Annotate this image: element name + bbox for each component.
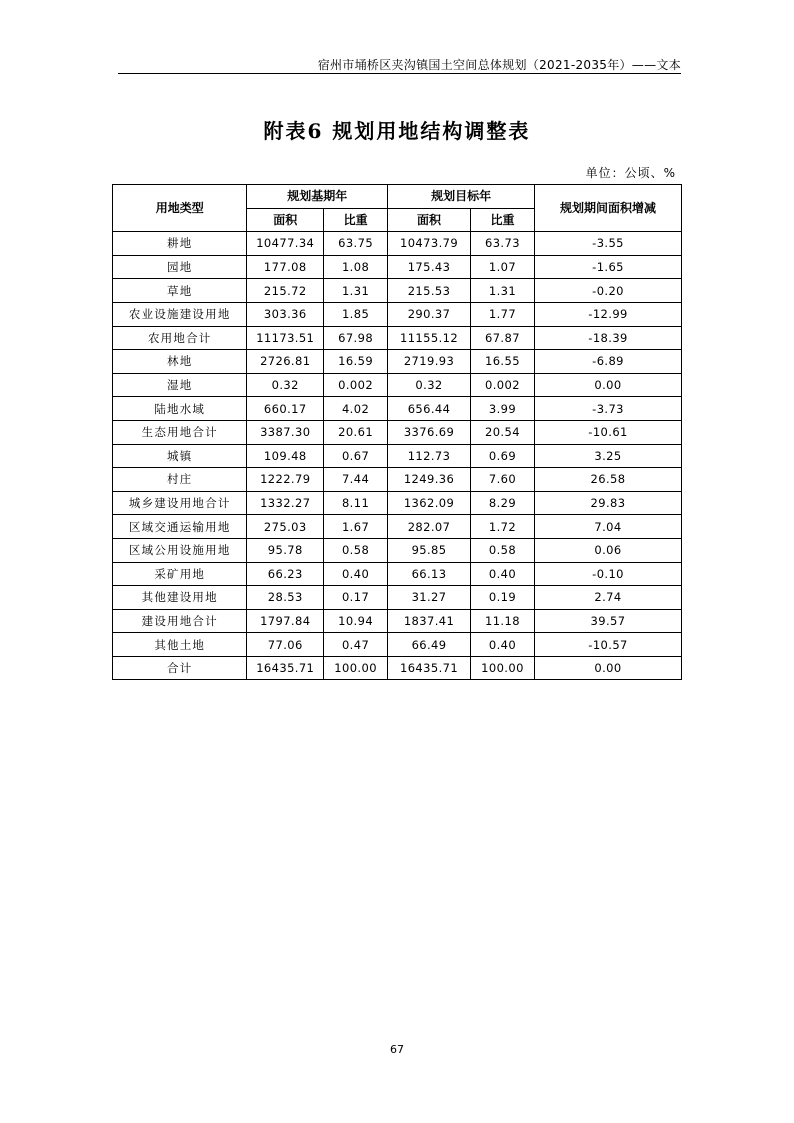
cell-base-area: 95.78 (247, 538, 324, 562)
table-header-row (113, 185, 682, 209)
cell-change: 0.00 (535, 656, 682, 680)
header-rule (118, 73, 681, 74)
cell-change: -3.73 (535, 397, 682, 421)
cell-target-area: 282.07 (388, 515, 471, 539)
cell-target-ratio: 0.40 (470, 633, 534, 657)
table-row (113, 586, 682, 610)
cell-land-type: 采矿用地 (113, 562, 247, 586)
cell-change: 26.58 (535, 468, 682, 492)
table-row (113, 633, 682, 657)
table-row (113, 468, 682, 492)
header-base-area: 面积 (247, 208, 324, 232)
cell-land-type: 区域公用设施用地 (113, 538, 247, 562)
header-land-type: 用地类型 (113, 185, 247, 232)
cell-land-type: 其他建设用地 (113, 586, 247, 610)
cell-base-area: 16435.71 (247, 656, 324, 680)
table-row (113, 326, 682, 350)
cell-base-ratio: 63.75 (324, 232, 388, 256)
cell-change: 2.74 (535, 586, 682, 610)
cell-base-ratio: 67.98 (324, 326, 388, 350)
cell-change: -6.89 (535, 350, 682, 374)
cell-change: 7.04 (535, 515, 682, 539)
table-row (113, 420, 682, 444)
table-row (113, 444, 682, 468)
cell-target-ratio: 20.54 (470, 420, 534, 444)
cell-target-ratio: 3.99 (470, 397, 534, 421)
cell-target-area: 16435.71 (388, 656, 471, 680)
cell-base-area: 2726.81 (247, 350, 324, 374)
cell-target-ratio: 0.69 (470, 444, 534, 468)
cell-base-ratio: 100.00 (324, 656, 388, 680)
cell-land-type: 其他土地 (113, 633, 247, 657)
cell-land-type: 生态用地合计 (113, 420, 247, 444)
cell-base-area: 109.48 (247, 444, 324, 468)
cell-change: 39.57 (535, 609, 682, 633)
cell-change: 0.00 (535, 373, 682, 397)
cell-land-type: 村庄 (113, 468, 247, 492)
cell-target-area: 175.43 (388, 255, 471, 279)
cell-target-ratio: 8.29 (470, 491, 534, 515)
cell-land-type: 城镇 (113, 444, 247, 468)
cell-base-ratio: 1.67 (324, 515, 388, 539)
cell-base-ratio: 0.002 (324, 373, 388, 397)
cell-change: -3.55 (535, 232, 682, 256)
cell-base-area: 28.53 (247, 586, 324, 610)
cell-target-area: 112.73 (388, 444, 471, 468)
table-row (113, 232, 682, 256)
cell-base-ratio: 20.61 (324, 420, 388, 444)
cell-target-ratio: 0.19 (470, 586, 534, 610)
cell-base-ratio: 8.11 (324, 491, 388, 515)
land-use-table (112, 184, 682, 680)
page-title: 附表6 规划用地结构调整表 (263, 119, 531, 143)
running-header: 宿州市埇桥区夹沟镇国土空间总体规划（2021-2035年）——文本 (317, 58, 681, 72)
cell-target-area: 656.44 (388, 397, 471, 421)
cell-land-type: 建设用地合计 (113, 609, 247, 633)
cell-target-ratio: 0.58 (470, 538, 534, 562)
cell-change: -10.61 (535, 420, 682, 444)
table-row (113, 350, 682, 374)
cell-land-type: 草地 (113, 279, 247, 303)
cell-base-area: 1797.84 (247, 609, 324, 633)
cell-land-type: 湿地 (113, 373, 247, 397)
cell-change: 29.83 (535, 491, 682, 515)
cell-base-area: 66.23 (247, 562, 324, 586)
cell-change: -12.99 (535, 302, 682, 326)
cell-target-area: 290.37 (388, 302, 471, 326)
cell-base-area: 177.08 (247, 255, 324, 279)
cell-base-ratio: 1.85 (324, 302, 388, 326)
cell-base-ratio: 7.44 (324, 468, 388, 492)
cell-land-type: 陆地水域 (113, 397, 247, 421)
cell-base-ratio: 0.67 (324, 444, 388, 468)
header-base-year: 规划基期年 (247, 185, 388, 209)
cell-base-area: 77.06 (247, 633, 324, 657)
cell-target-area: 10473.79 (388, 232, 471, 256)
cell-target-area: 1837.41 (388, 609, 471, 633)
table-row (113, 302, 682, 326)
cell-base-area: 303.36 (247, 302, 324, 326)
cell-base-ratio: 0.58 (324, 538, 388, 562)
cell-target-ratio: 0.40 (470, 562, 534, 586)
cell-base-ratio: 1.31 (324, 279, 388, 303)
table-row (113, 255, 682, 279)
cell-target-area: 215.53 (388, 279, 471, 303)
cell-target-ratio: 1.72 (470, 515, 534, 539)
cell-target-ratio: 7.60 (470, 468, 534, 492)
table-row (113, 491, 682, 515)
cell-base-area: 1222.79 (247, 468, 324, 492)
cell-base-area: 275.03 (247, 515, 324, 539)
header-target-area: 面积 (388, 208, 471, 232)
cell-land-type: 区域交通运输用地 (113, 515, 247, 539)
cell-change: -0.10 (535, 562, 682, 586)
header-target-ratio: 比重 (470, 208, 534, 232)
unit-label: 单位：公顷、% (585, 166, 676, 180)
table-row (113, 656, 682, 680)
cell-change: -18.39 (535, 326, 682, 350)
header-target-year: 规划目标年 (388, 185, 535, 209)
cell-target-ratio: 11.18 (470, 609, 534, 633)
cell-target-area: 1362.09 (388, 491, 471, 515)
cell-target-area: 1249.36 (388, 468, 471, 492)
cell-change: 3.25 (535, 444, 682, 468)
cell-land-type: 耕地 (113, 232, 247, 256)
cell-land-type: 城乡建设用地合计 (113, 491, 247, 515)
page-number: 67 (390, 1043, 404, 1056)
cell-base-area: 11173.51 (247, 326, 324, 350)
cell-land-type: 农业设施建设用地 (113, 302, 247, 326)
cell-target-ratio: 67.87 (470, 326, 534, 350)
cell-target-ratio: 63.73 (470, 232, 534, 256)
table-body (113, 232, 682, 680)
table-row (113, 373, 682, 397)
cell-target-area: 0.32 (388, 373, 471, 397)
cell-target-area: 66.13 (388, 562, 471, 586)
cell-target-area: 95.85 (388, 538, 471, 562)
cell-target-area: 11155.12 (388, 326, 471, 350)
table-row (113, 279, 682, 303)
table-row (113, 538, 682, 562)
cell-base-ratio: 0.17 (324, 586, 388, 610)
cell-base-ratio: 10.94 (324, 609, 388, 633)
cell-land-type: 合计 (113, 656, 247, 680)
header-base-ratio: 比重 (324, 208, 388, 232)
header-change: 规划期间面积增减 (535, 185, 682, 232)
cell-base-ratio: 16.59 (324, 350, 388, 374)
cell-base-ratio: 1.08 (324, 255, 388, 279)
cell-target-area: 31.27 (388, 586, 471, 610)
table-row (113, 562, 682, 586)
cell-base-area: 215.72 (247, 279, 324, 303)
cell-base-area: 660.17 (247, 397, 324, 421)
cell-base-ratio: 4.02 (324, 397, 388, 421)
table-row (113, 609, 682, 633)
cell-base-area: 10477.34 (247, 232, 324, 256)
table-row (113, 397, 682, 421)
cell-target-area: 2719.93 (388, 350, 471, 374)
cell-target-ratio: 1.07 (470, 255, 534, 279)
cell-target-ratio: 1.77 (470, 302, 534, 326)
cell-base-area: 3387.30 (247, 420, 324, 444)
cell-base-area: 1332.27 (247, 491, 324, 515)
cell-target-ratio: 100.00 (470, 656, 534, 680)
cell-land-type: 园地 (113, 255, 247, 279)
table-row (113, 515, 682, 539)
cell-target-area: 3376.69 (388, 420, 471, 444)
cell-base-ratio: 0.40 (324, 562, 388, 586)
cell-change: -1.65 (535, 255, 682, 279)
cell-change: -10.57 (535, 633, 682, 657)
cell-target-ratio: 16.55 (470, 350, 534, 374)
cell-base-ratio: 0.47 (324, 633, 388, 657)
cell-land-type: 农用地合计 (113, 326, 247, 350)
cell-change: -0.20 (535, 279, 682, 303)
cell-land-type: 林地 (113, 350, 247, 374)
cell-target-area: 66.49 (388, 633, 471, 657)
cell-target-ratio: 0.002 (470, 373, 534, 397)
cell-target-ratio: 1.31 (470, 279, 534, 303)
cell-base-area: 0.32 (247, 373, 324, 397)
cell-change: 0.06 (535, 538, 682, 562)
